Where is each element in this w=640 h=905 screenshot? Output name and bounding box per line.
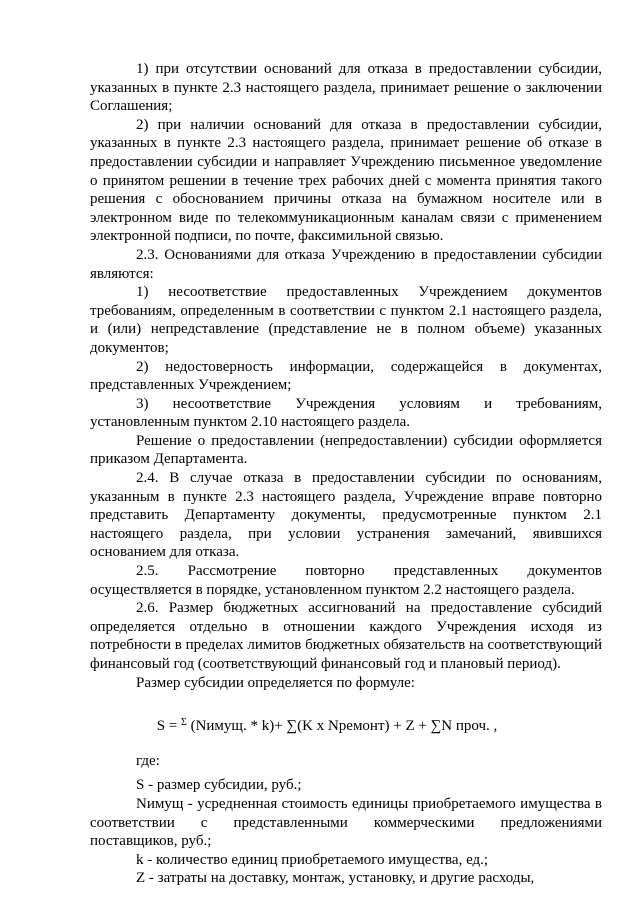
paragraph-decision-refuse: 2) при наличии оснований для отказа в предоставлении субсидии, указанных в пункте 2.3 настоящего раздела, принимает решение об отказе в предоставлении субсидии и направляет Учреждению письменное уведомление о принятом решении в течение трех рабочих дней с момента принятия такого решения с обоснованием причины отказа на бумажном носителе или в электронном виде по телекоммуникационным каналам связи с применением электронной подписи, по почте, факсимильной связью.	[90, 116, 602, 245]
paragraph-ground-2: 2) недостоверность информации, содержащейся в документах, представленных Учреждением;	[90, 358, 602, 394]
paragraph-ground-1: 1) несоответствие предоставленных Учреждением документов требованиям, определенным в соответствии с пунктом 2.1 настоящего раздела, и (или) непредставление (представление не в полном объеме) указанных документов;	[90, 284, 602, 356]
paragraph-order-note: Решение о предоставлении (непредоставлении) субсидии оформляется приказом Департамента.	[90, 432, 602, 468]
subsidy-formula	[90, 714, 602, 736]
paragraph-decision-conclude: 1) при отсутствии оснований для отказа в предоставлении субсидии, указанных в пункте 2.3 настоящего раздела, принимает решение о заключении Соглашения;	[90, 61, 602, 115]
definition-s: S - размер субсидии, руб.;	[136, 777, 302, 794]
document-body	[90, 60, 602, 888]
paragraph-formula-intro: Размер субсидии определяется по формуле:	[136, 674, 415, 691]
definition-where: где:	[136, 752, 160, 769]
paragraph-2-4: 2.4. В случае отказа в предоставлении субсидии по основаниям, указанным в пункте 2.3 настоящего раздела, Учреждение вправе повторно представить Департаменту документы, предусмотренные пунктом 2.1 настоящего раздела, при условии устранения замечаний, явившихся основанием для отказа.	[90, 470, 602, 561]
definition-z: Z - затраты на доставку, монтаж, установку, и другие расходы,	[136, 870, 535, 887]
paragraph-2-5: 2.5. Рассмотрение повторно представленных документов осуществляется в порядке, установленном пунктом 2.2 настоящего раздела.	[90, 563, 602, 598]
formula-rhs: (Nимущ. * k)+ ∑(K x Nремонт) + Z + ∑N проч. ,	[186, 718, 498, 735]
definition-k: k - количество единиц приобретаемого имущества, ед.;	[136, 851, 489, 868]
definition-n-property: Nимущ - усредненная стоимость единицы приобретаемого имущества в соответствии с представленными коммерческими предложениями поставщиков, руб.;	[90, 795, 602, 850]
paragraph-2-6: 2.6. Размер бюджетных ассигнований на предоставление субсидий определяется отдельно в отношении каждого Учреждения исходя из потребности в пределах лимитов бюджетных обязательств на соответствующий финансовый год (соответствующий финансовый год и плановый период).	[90, 600, 602, 672]
paragraph-2-3-heading: 2.3. Основаниями для отказа Учреждению в предоставлении субсидии являются:	[90, 246, 602, 282]
paragraph-ground-3: 3) несоответствие Учреждения условиям и требованиям, установленным пунктом 2.10 настоящего раздела.	[90, 395, 602, 431]
formula-lhs: S =	[156, 718, 181, 735]
formula-sigma: Σ	[181, 717, 187, 729]
